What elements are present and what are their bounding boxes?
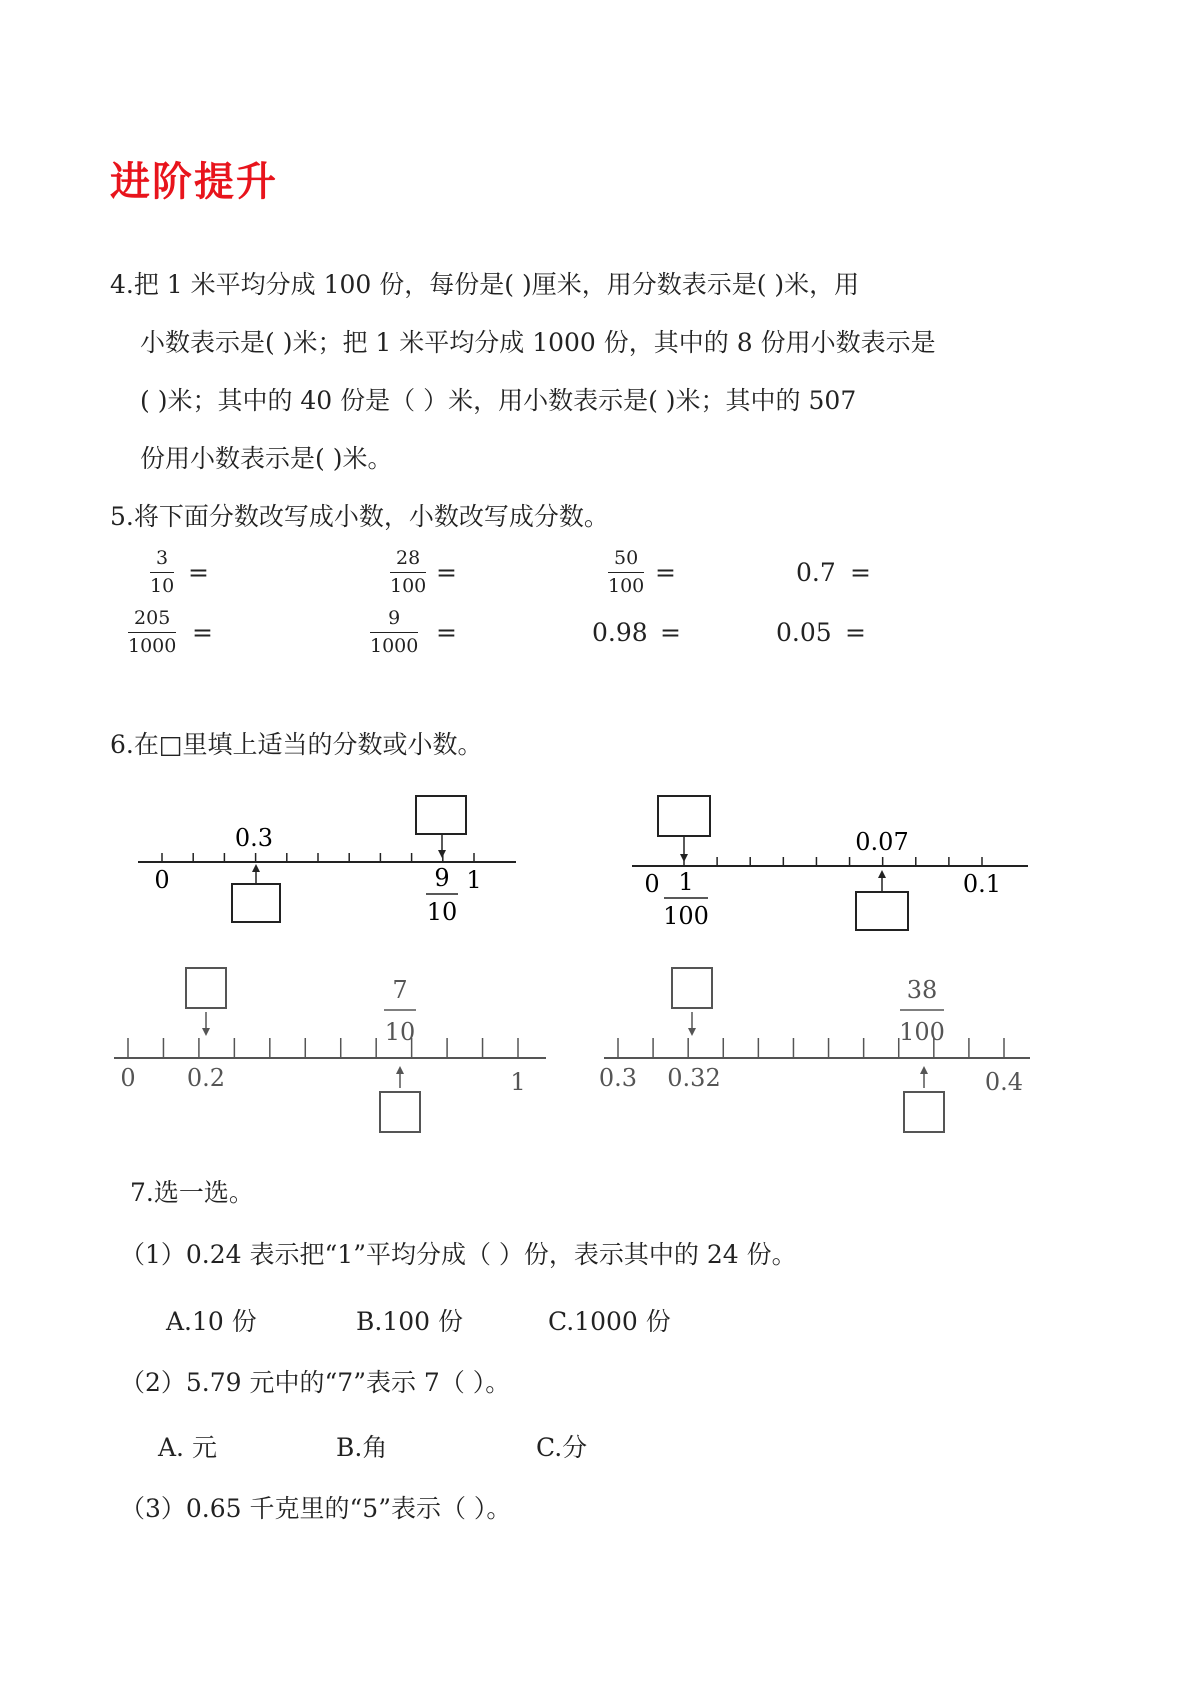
equals-sign: =	[850, 558, 871, 587]
numerator: 50	[614, 547, 639, 569]
tick-marks	[128, 1038, 518, 1058]
denominator: 100	[608, 575, 645, 597]
tick-marks	[684, 857, 982, 866]
tick-label: 0.1	[962, 870, 1002, 898]
arrow-head-icon	[396, 1066, 404, 1074]
equals-sign: =	[436, 618, 457, 647]
option-b[interactable]: B.100 份	[356, 1307, 463, 1336]
numerator: 9	[388, 607, 401, 629]
number-line-a	[138, 796, 516, 926]
number-line-c	[114, 968, 546, 1132]
denominator: 100	[390, 575, 427, 597]
tick-marks	[162, 853, 474, 862]
q5-prompt: 5.将下面分数改写成小数，小数改写成分数。	[110, 502, 609, 531]
tick-label: 0.3	[234, 824, 274, 852]
fraction-numerator: 9	[434, 864, 450, 892]
tick-label: 0.07	[855, 828, 909, 856]
tick-label: 0.4	[984, 1068, 1024, 1096]
fraction-numerator: 7	[392, 976, 408, 1004]
arrow-head-icon	[202, 1028, 210, 1036]
tick-label: 0	[120, 1064, 136, 1092]
q7-item-2-stem: （2）5.79 元中的“7”表示 7（ ）。	[120, 1368, 511, 1397]
section-title: 进阶提升	[110, 158, 278, 205]
arrow-head-icon	[438, 850, 446, 858]
option-a[interactable]: A. 元	[158, 1433, 217, 1462]
q4-line-3: ( )米；其中的 40 份是（ ）米，用小数表示是( )米；其中的 507	[140, 386, 857, 415]
tick-label: 0.3	[598, 1064, 638, 1092]
fraction-denominator: 100	[663, 902, 709, 930]
option-b[interactable]: B.角	[336, 1433, 388, 1462]
tick-label: 1	[466, 866, 482, 894]
q4-line-1: 4.把 1 米平均分成 100 份，每份是( )厘米，用分数表示是( )米，用	[110, 270, 860, 299]
option-c[interactable]: C.1000 份	[548, 1307, 671, 1336]
denominator: 10	[150, 575, 175, 597]
denominator: 1000	[370, 635, 419, 657]
answer-box[interactable]	[380, 1092, 420, 1132]
equals-sign: =	[436, 558, 457, 587]
arrow-head-icon	[252, 864, 260, 872]
numerator: 3	[156, 547, 169, 569]
q7-prompt: 7.选一选。	[130, 1178, 254, 1207]
answer-box[interactable]	[186, 968, 226, 1008]
number-line-b	[632, 796, 1028, 930]
q6-prompt: 6.在□里填上适当的分数或小数。	[110, 730, 483, 759]
denominator: 1000	[128, 635, 177, 657]
option-a[interactable]: A.10 份	[166, 1307, 257, 1336]
tick-label: 0.32	[667, 1064, 721, 1092]
tick-label: 0.2	[186, 1064, 226, 1092]
answer-box[interactable]	[416, 796, 466, 834]
arrow-head-icon	[920, 1066, 928, 1074]
answer-box[interactable]	[904, 1092, 944, 1132]
tick-marks	[618, 1038, 1004, 1058]
tick-label: 0	[154, 866, 170, 894]
equals-sign: =	[655, 558, 676, 587]
fraction-denominator: 10	[426, 898, 458, 926]
q4-line-4: 份用小数表示是( )米。	[140, 444, 393, 473]
answer-box[interactable]	[232, 884, 280, 922]
arrow-head-icon	[688, 1028, 696, 1036]
numerator: 28	[396, 547, 421, 569]
number-line-d	[599, 968, 1030, 1132]
q7-item-1-stem: （1）0.24 表示把“1”平均分成（ ）份，表示其中的 24 份。	[120, 1240, 797, 1269]
arrow-head-icon	[680, 854, 688, 862]
tick-label: 0	[644, 870, 660, 898]
decimal-value: 0.98	[592, 618, 648, 647]
fraction-numerator: 1	[678, 868, 694, 896]
fraction-denominator: 100	[899, 1018, 945, 1046]
option-c[interactable]: C.分	[536, 1433, 588, 1462]
q7-item-3-stem: （3）0.65 千克里的“5”表示（ ）。	[120, 1494, 512, 1523]
decimal-value: 0.7	[796, 558, 836, 587]
equals-sign: =	[845, 618, 866, 647]
fraction-numerator: 38	[906, 976, 938, 1004]
equals-sign: =	[660, 618, 681, 647]
answer-box[interactable]	[672, 968, 712, 1008]
equals-sign: =	[192, 618, 213, 647]
equals-sign: =	[188, 558, 209, 587]
decimal-value: 0.05	[776, 618, 832, 647]
answer-box[interactable]	[856, 892, 908, 930]
answer-box[interactable]	[658, 796, 710, 836]
q4-line-2: 小数表示是( )米；把 1 米平均分成 1000 份，其中的 8 份用小数表示是	[140, 328, 936, 357]
fraction-denominator: 10	[384, 1018, 416, 1046]
arrow-head-icon	[878, 870, 886, 878]
tick-label: 1	[510, 1068, 526, 1096]
numerator: 205	[134, 607, 171, 629]
